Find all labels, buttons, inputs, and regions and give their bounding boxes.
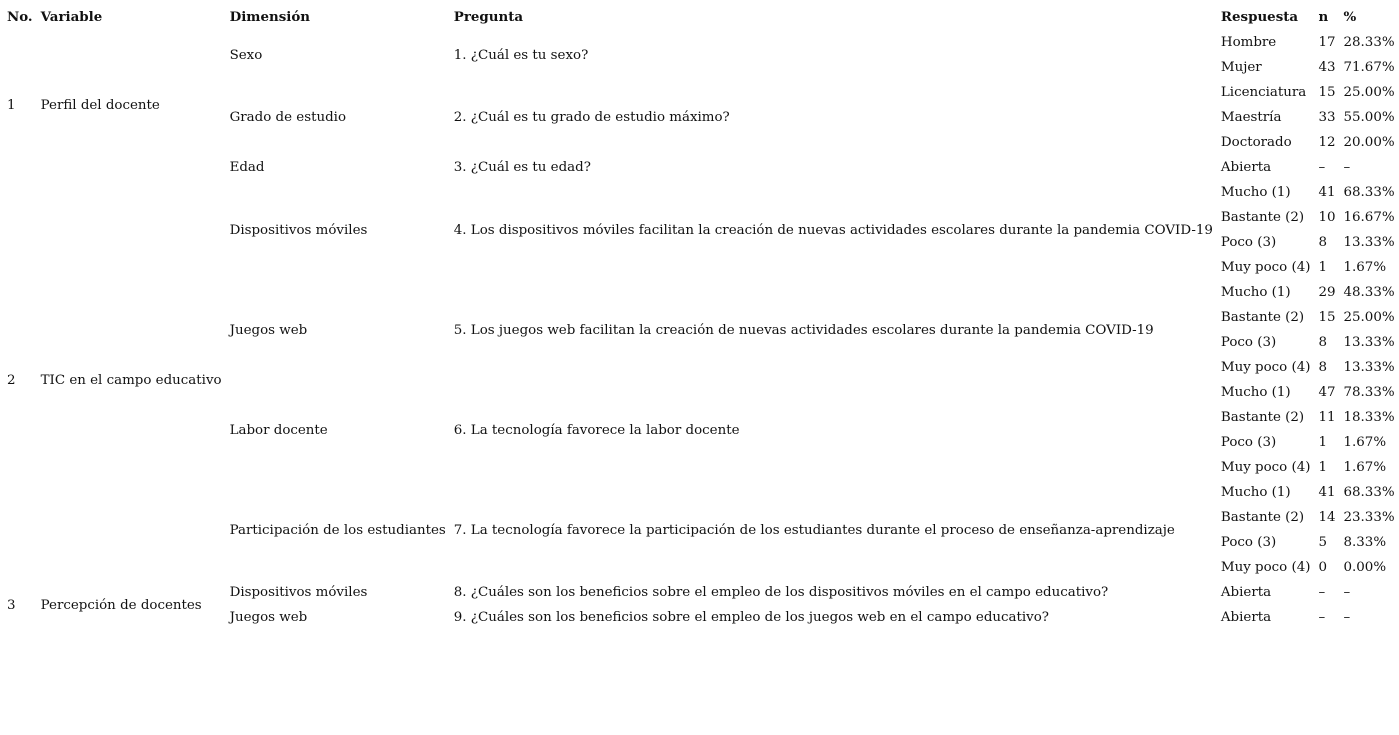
question-text: 8. ¿Cuáles son los beneficios sobre el empleo de los dispositivos móviles en el campo educativo? xyxy=(453,585,1109,600)
question-text: 7. La tecnología favorece la participación de los estudiantes durante el proceso de enseñanza-aprendizaje xyxy=(453,522,1175,538)
response-percent: 71.67% xyxy=(1343,60,1395,75)
response-n: 17 xyxy=(1318,35,1336,50)
dimension-name: Dispositivos móviles xyxy=(229,222,368,238)
response-percent: 1.67% xyxy=(1343,260,1387,275)
variable-no: 1 xyxy=(7,97,16,113)
header-question: Pregunta xyxy=(453,9,524,25)
response-label: Licenciatura xyxy=(1220,85,1307,100)
response-percent: 55.00% xyxy=(1343,110,1395,125)
response-percent: 48.33% xyxy=(1343,285,1395,300)
header-percent: % xyxy=(1343,9,1357,25)
response-n: 43 xyxy=(1318,60,1336,75)
response-n: 0 xyxy=(1318,560,1327,575)
variable-name: TIC en el campo educativo xyxy=(40,372,222,388)
dimension-name: Labor docente xyxy=(229,422,328,438)
table-row xyxy=(3,580,1399,605)
dimension-name: Juegos web xyxy=(229,610,308,625)
response-n: 15 xyxy=(1318,310,1336,325)
response-percent: 25.00% xyxy=(1343,310,1395,325)
survey-table xyxy=(3,5,1399,630)
response-percent: 78.33% xyxy=(1343,385,1395,400)
response-n: 1 xyxy=(1318,260,1327,275)
header-response: Respuesta xyxy=(1220,9,1299,25)
dimension-name: Sexo xyxy=(229,47,263,63)
table-row xyxy=(3,180,1399,205)
question-text: 2. ¿Cuál es tu grado de estudio máximo? xyxy=(453,110,730,125)
response-label: Muy poco (4) xyxy=(1220,360,1311,375)
dimension-name: Dispositivos móviles xyxy=(229,585,368,600)
response-n: 29 xyxy=(1318,285,1336,300)
table-body xyxy=(3,30,1399,630)
response-label: Maestría xyxy=(1220,110,1282,125)
response-n: 12 xyxy=(1318,135,1336,150)
response-label: Doctorado xyxy=(1220,135,1292,150)
response-n: 41 xyxy=(1318,485,1336,500)
response-label: Poco (3) xyxy=(1220,335,1277,350)
response-percent: 25.00% xyxy=(1343,85,1395,100)
response-label: Mucho (1) xyxy=(1220,485,1291,500)
response-n: – xyxy=(1318,610,1326,625)
response-label: Abierta xyxy=(1220,160,1272,175)
response-label: Muy poco (4) xyxy=(1220,560,1311,575)
response-percent: 16.67% xyxy=(1343,210,1395,225)
response-label: Bastante (2) xyxy=(1220,310,1305,325)
response-label: Muy poco (4) xyxy=(1220,460,1311,475)
header-dimension: Dimensión xyxy=(229,9,310,25)
variable-no: 3 xyxy=(7,597,16,613)
response-percent: 13.33% xyxy=(1343,235,1395,250)
response-percent: 1.67% xyxy=(1343,460,1387,475)
variable-no: 2 xyxy=(7,372,16,388)
response-n: – xyxy=(1318,160,1326,175)
response-percent: 13.33% xyxy=(1343,335,1395,350)
header-row xyxy=(3,5,1399,30)
response-percent: – xyxy=(1343,585,1351,600)
response-label: Poco (3) xyxy=(1220,535,1277,550)
question-text: 4. Los dispositivos móviles facilitan la creación de nuevas actividades escolares durante la pandemia COVID-19 xyxy=(453,222,1213,238)
response-n: 8 xyxy=(1318,235,1327,250)
response-label: Mucho (1) xyxy=(1220,385,1291,400)
dimension-name: Edad xyxy=(229,160,265,175)
response-n: 1 xyxy=(1318,435,1327,450)
response-label: Bastante (2) xyxy=(1220,410,1305,425)
table-row xyxy=(3,30,1399,55)
response-n: 47 xyxy=(1318,385,1336,400)
response-percent: 1.67% xyxy=(1343,435,1387,450)
response-percent: 68.33% xyxy=(1343,485,1395,500)
question-text: 1. ¿Cuál es tu sexo? xyxy=(453,47,589,63)
response-label: Abierta xyxy=(1220,585,1272,600)
response-percent: 28.33% xyxy=(1343,35,1395,50)
response-n: – xyxy=(1318,585,1326,600)
variable-name: Percepción de docentes xyxy=(40,597,202,613)
response-label: Mucho (1) xyxy=(1220,185,1291,200)
response-label: Bastante (2) xyxy=(1220,210,1305,225)
dimension-name: Grado de estudio xyxy=(229,110,347,125)
question-text: 3. ¿Cuál es tu edad? xyxy=(453,160,591,175)
response-label: Bastante (2) xyxy=(1220,510,1305,525)
response-n: 14 xyxy=(1318,510,1336,525)
response-label: Poco (3) xyxy=(1220,235,1277,250)
header-n: n xyxy=(1318,9,1329,25)
question-text: 6. La tecnología favorece la labor docente xyxy=(453,422,740,438)
response-percent: 0.00% xyxy=(1343,560,1387,575)
response-n: 10 xyxy=(1318,210,1336,225)
question-text: 9. ¿Cuáles son los beneficios sobre el empleo de los juegos web en el campo educativo? xyxy=(453,610,1049,625)
response-label: Poco (3) xyxy=(1220,435,1277,450)
response-label: Muy poco (4) xyxy=(1220,260,1311,275)
response-n: 15 xyxy=(1318,85,1336,100)
response-label: Mujer xyxy=(1220,60,1262,75)
response-percent: 20.00% xyxy=(1343,135,1395,150)
response-percent: – xyxy=(1343,610,1351,625)
response-n: 41 xyxy=(1318,185,1336,200)
question-text: 5. Los juegos web facilitan la creación de nuevas actividades escolares durante la pandemia COVID-19 xyxy=(453,322,1154,338)
response-percent: – xyxy=(1343,160,1351,175)
response-n: 33 xyxy=(1318,110,1336,125)
response-n: 1 xyxy=(1318,460,1327,475)
response-label: Mucho (1) xyxy=(1220,285,1291,300)
header-variable: Variable xyxy=(40,9,103,25)
response-percent: 18.33% xyxy=(1343,410,1395,425)
response-label: Hombre xyxy=(1220,35,1277,50)
response-percent: 8.33% xyxy=(1343,535,1387,550)
response-n: 5 xyxy=(1318,535,1327,550)
variable-name: Perfil del docente xyxy=(40,97,160,113)
header-no: No. xyxy=(7,9,33,25)
response-n: 8 xyxy=(1318,360,1327,375)
response-label: Abierta xyxy=(1220,610,1272,625)
response-n: 8 xyxy=(1318,335,1327,350)
response-n: 11 xyxy=(1318,410,1336,425)
response-percent: 68.33% xyxy=(1343,185,1395,200)
response-percent: 13.33% xyxy=(1343,360,1395,375)
dimension-name: Participación de los estudiantes xyxy=(229,522,446,538)
dimension-name: Juegos web xyxy=(229,322,308,338)
response-percent: 23.33% xyxy=(1343,510,1395,525)
